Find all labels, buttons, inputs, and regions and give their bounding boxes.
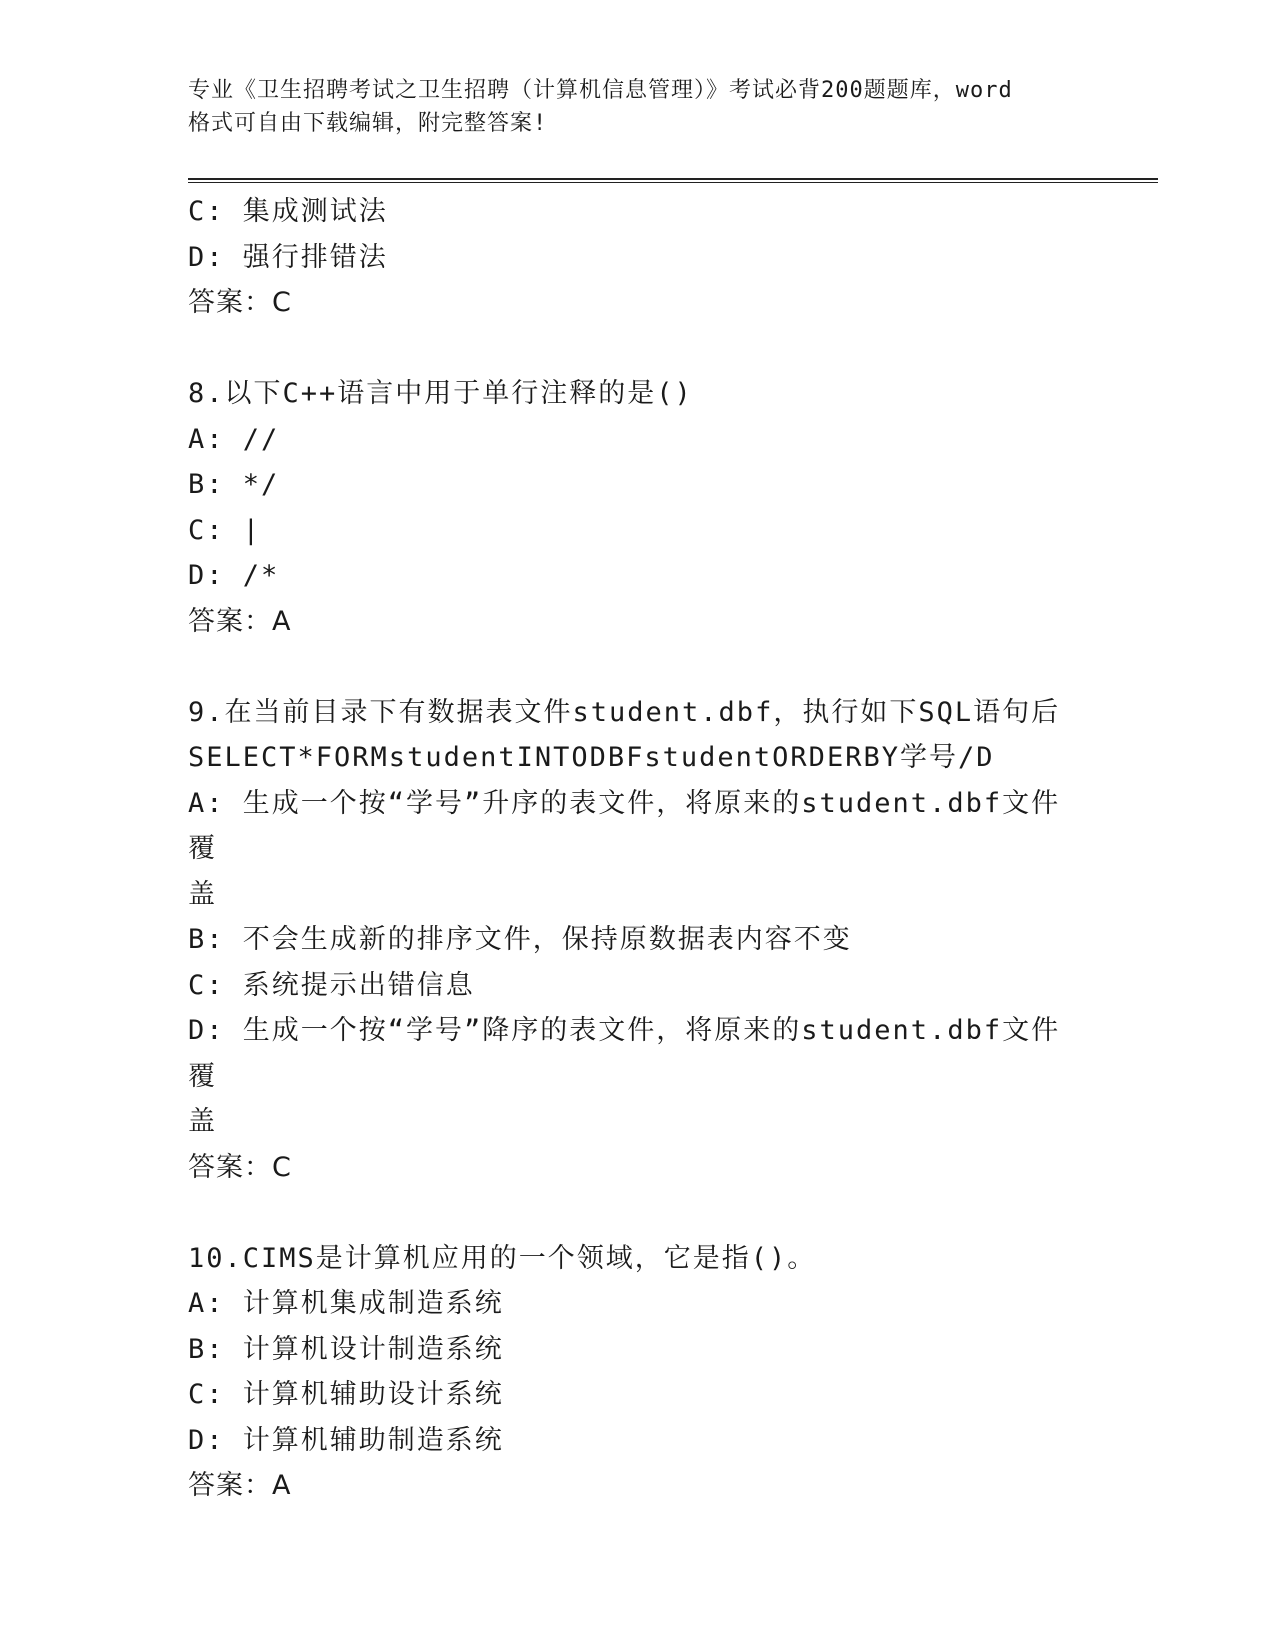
- q7-option-d: D: 强行排错法: [188, 241, 388, 273]
- q7-option-c: C: 集成测试法: [188, 196, 388, 227]
- q8-option-d: D: /*: [188, 560, 280, 591]
- header-title-line-1: 专业《卫生招聘考试之卫生招聘（计算机信息管理）》考试必背200题题库，word: [188, 78, 1013, 103]
- q10-option-b: B: 计算机设计制造系统: [188, 1333, 504, 1365]
- header-title-line-2: 格式可自由下载编辑，附完整答案!: [188, 111, 548, 136]
- q9-answer: 答案：C: [188, 1151, 292, 1183]
- q10-option-c: C: 计算机辅助设计系统: [188, 1379, 504, 1410]
- q7-answer: 答案：C: [188, 287, 292, 318]
- q8-answer: 答案：A: [188, 605, 292, 637]
- question-7-tail: [188, 189, 1088, 326]
- q8-option-b: B: */: [188, 469, 280, 500]
- q8-option-a: A: //: [188, 423, 280, 455]
- q10-option-d: D: 计算机辅助制造系统: [188, 1424, 504, 1456]
- q10-question: 10.CIMS是计算机应用的一个领域，它是指()。: [188, 1242, 817, 1274]
- header-divider-thin: [188, 182, 1158, 183]
- question-8: [188, 371, 1088, 644]
- question-10: [188, 1236, 1088, 1509]
- q9-option-d-line-1: D: 生成一个按“学号”降序的表文件，将原来的student.dbf文件覆: [188, 1015, 1061, 1092]
- q9-option-a-line-2: 盖: [188, 878, 217, 910]
- q9-option-c: C: 系统提示出错信息: [188, 969, 475, 1001]
- q9-option-b: B: 不会生成新的排序文件，保持原数据表内容不变: [188, 924, 852, 955]
- header-divider-thick: [188, 178, 1158, 180]
- q8-question: 8.以下C++语言中用于单行注释的是(): [188, 378, 693, 409]
- q9-option-d-line-2: 盖: [188, 1106, 217, 1137]
- q10-option-a: A: 计算机集成制造系统: [188, 1288, 504, 1319]
- q9-option-a-line-1: A: 生成一个按“学号”升序的表文件，将原来的student.dbf文件覆: [188, 787, 1061, 864]
- spacer: [188, 326, 1088, 372]
- spacer: [188, 644, 1088, 690]
- q9-question-line-1: 9.在当前目录下有数据表文件student.dbf，执行如下SQL语句后: [188, 696, 1061, 728]
- question-9: [188, 690, 1088, 1191]
- page-header: [188, 74, 1088, 140]
- q8-option-c: C: |: [188, 514, 262, 546]
- q9-question-line-2: SELECT*FORMstudentINTODBFstudentORDERBY学号/D: [188, 742, 995, 773]
- spacer: [188, 1190, 1088, 1236]
- q10-answer: 答案：A: [188, 1470, 292, 1501]
- question-list: [188, 189, 1088, 1509]
